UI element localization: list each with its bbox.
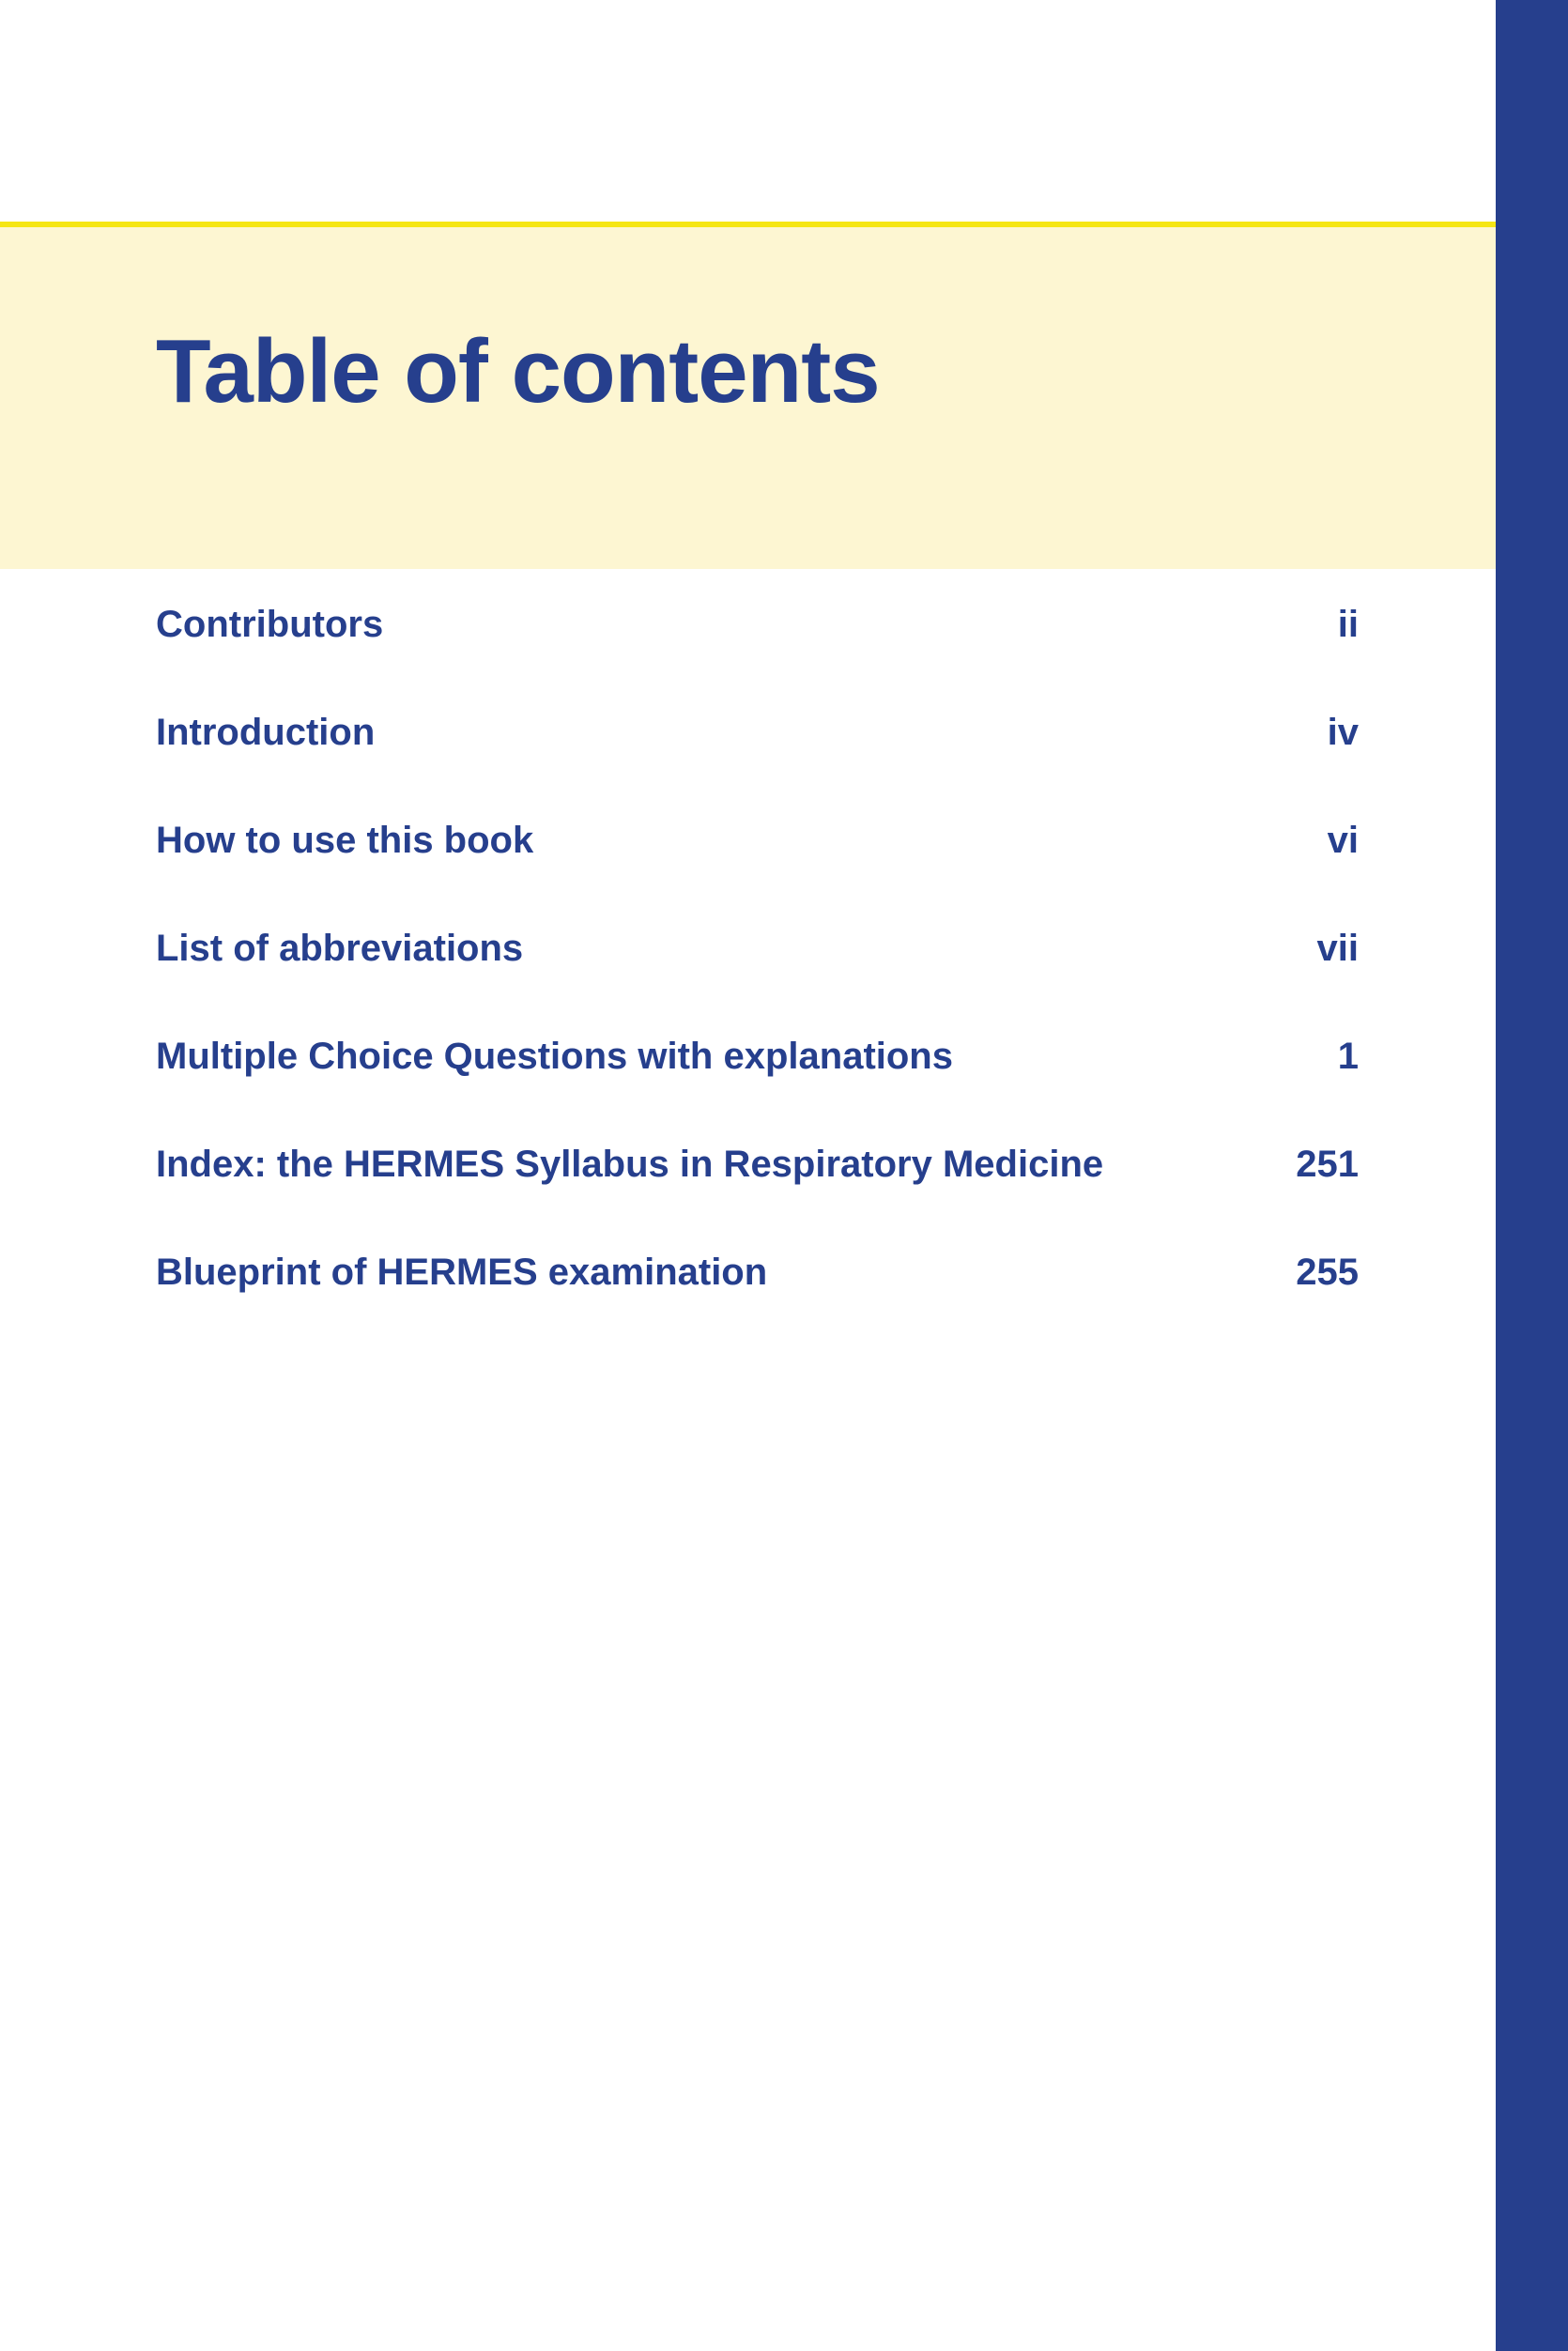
toc-entry-page: vi bbox=[1327, 820, 1359, 861]
toc-entry-title: List of abbreviations bbox=[156, 928, 524, 969]
toc-entry-introduction[interactable] bbox=[156, 705, 1359, 813]
toc-entry-page: 1 bbox=[1337, 1036, 1359, 1077]
side-bar bbox=[1496, 0, 1568, 2351]
toc-entry-contributors[interactable] bbox=[156, 597, 1359, 705]
toc-entry-title: Multiple Choice Questions with explanations bbox=[156, 1036, 953, 1077]
toc-entry-page: vii bbox=[1316, 928, 1359, 969]
toc-entry-title: Index: the HERMES Syllabus in Respiratory Medicine bbox=[156, 1144, 1104, 1185]
toc-entry-title: Introduction bbox=[156, 712, 376, 753]
toc-entry-page: iv bbox=[1327, 712, 1359, 753]
page-title: Table of contents bbox=[156, 321, 880, 422]
toc-entry-how-to-use[interactable] bbox=[156, 813, 1359, 921]
toc-entry-title: Blueprint of HERMES examination bbox=[156, 1252, 768, 1293]
toc-entry-page: 255 bbox=[1296, 1252, 1359, 1293]
toc-entry-mcq[interactable] bbox=[156, 1029, 1359, 1137]
toc-entry-title: How to use this book bbox=[156, 820, 534, 861]
toc-entry-abbreviations[interactable] bbox=[156, 921, 1359, 1029]
toc-entry-page: ii bbox=[1337, 604, 1359, 645]
toc-list bbox=[156, 597, 1359, 1353]
header-rule bbox=[0, 222, 1496, 227]
toc-entry-title: Contributors bbox=[156, 604, 384, 645]
toc-entry-index[interactable] bbox=[156, 1137, 1359, 1245]
toc-entry-page: 251 bbox=[1296, 1144, 1359, 1185]
toc-entry-blueprint[interactable] bbox=[156, 1245, 1359, 1353]
